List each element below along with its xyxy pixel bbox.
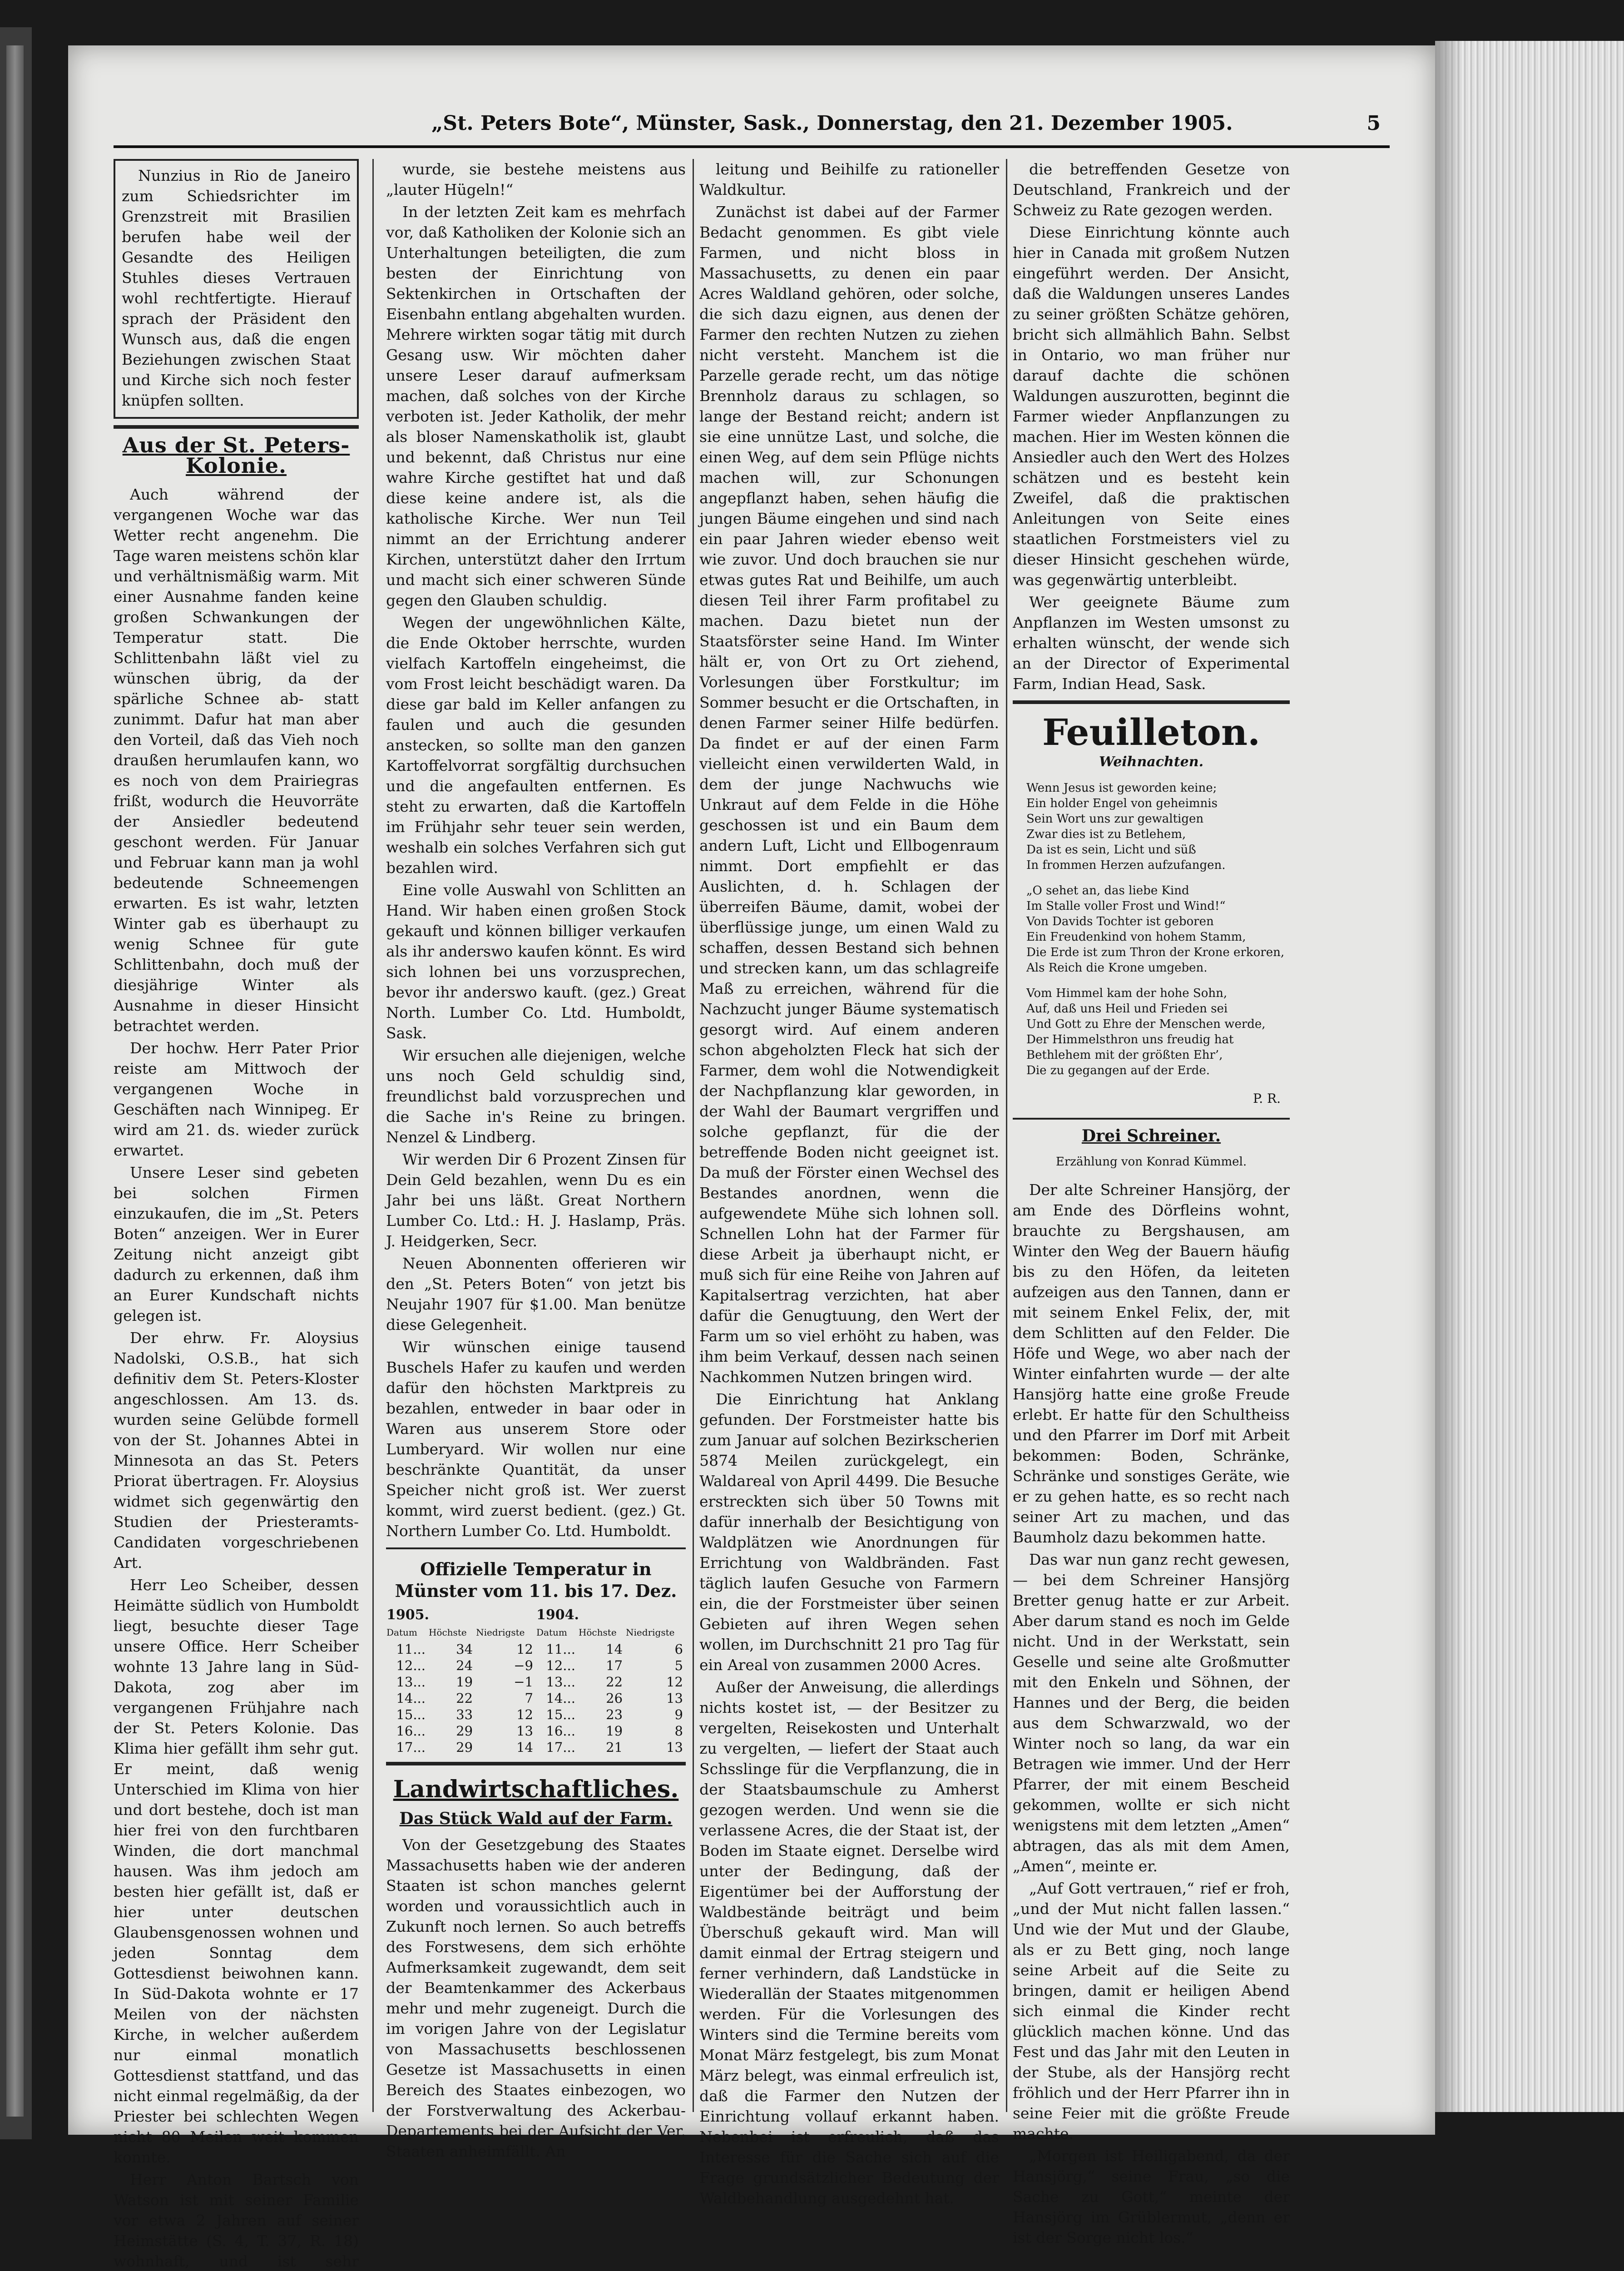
- temperature-cell: 34: [456, 1641, 473, 1657]
- column-rule-3: [1006, 159, 1007, 2112]
- section-divider: [114, 425, 359, 429]
- column-rule-1: [372, 159, 374, 2112]
- temperature-cell: 13: [666, 1740, 683, 1755]
- left-edge-strip: [6, 45, 24, 2117]
- poem-stanza: „O sehet an, das liebe Kind Im Stalle voller Frost und Wind!“ Von Davids Tochter ist geboren Ein Freudenkind von hohem Stamm, Die Erde ist zum Thron der Krone erkoren, Als Reich die Krone umgeben.: [1026, 884, 1285, 975]
- col2-paragraph: Eine volle Auswahl von Schlitten an Hand. Wir haben einen großen Stock gekauft und können billiger verkaufen als ihr anderswo kaufen könnt. Es wird sich lohnen bei uns vorzusprechen, bevor ihr anderswo kauft. (gez.) Great North. Lumber Co. Ltd. Humboldt, Sask.: [386, 881, 686, 1042]
- story-paragraph: „Morgen ist Heiligabend, da der Hansjörg,“ seine Frau, „so die Sache zu Gott,“ meinte der Hansjörg im Grüblermut, „denn er ist der Sorge nicht los.“: [1013, 2147, 1290, 2246]
- temperature-cell: 8: [674, 1723, 683, 1739]
- boxed-notice-text: Nunzius in Rio de Janeiro zum Schiedsrichter im Grenzstreit mit Brasilien berufen habe weil der Gesandte des Heiligen Stuhles dieses Vertrauen wohl rechtfertigte. Hierauf sprach der Präsident den Wunsch aus, daß die engen Beziehungen zwischen Staat und Kirche sich noch fester knüpfen sollten.: [122, 167, 351, 409]
- temperature-cell: 12: [516, 1641, 533, 1657]
- newspaper-page: [68, 45, 1435, 2270]
- temperature-cell: 19: [606, 1723, 623, 1739]
- col1-paragraph: Herr Leo Scheiber, dessen Heimätte südlich von Humboldt liegt, besuchte dieser Tage unsere Office. Herr Scheiber wohnte 13 Jahre lang in Süd-Dakota, zog aber im vergangenen Frühjahre nach der St. Peters Kolonie. Das Klima hier gefällt ihm sehr gut. Er meint, daß wenig Unterschied im Klima von hier und dort bestehe, doch ist man hier frei von den furchtbaren Winden, die dort manchmal hausen. Was ihm jedoch am besten hier gefällt ist, daß er hier unter deutschen Glaubensgenossen wohnen und jeden Sonntag dem Gottesdienst beiwohnen kann. In Süd-Dakota wohnte er 17 Meilen von der nächsten Kirche, in welcher außerdem nur einmal monatlich Gottesdienst stattfand, und das nicht einmal regelmäßig, da der Priester bei schlechten Wegen nicht 80 Meilen weit kommen konnte.: [114, 1576, 359, 2166]
- temp-col-label: Niedrigste: [626, 1627, 675, 1638]
- col3-paragraph: Die Einrichtung hat Anklang gefunden. Der Forstmeister hatte bis zum Januar auf solchen Bezirkscherien 5874 Meilen zurückgelegt, ein Waldareal von April 4499. Die Besuche erstreckten sich über 50 Towns mit dafür innerhalb der Besichtigung von Waldplätzen wie Anordnungen für Errichtung von Waldbränden. Fast täglich laufen Gesuche von Farmern ein, die der Forstmeister über seinen Gebieten auf ihren Wegen sehen wollen, im Durchschnitt 21 pro Tag für ein Areal von zusammen 2000 Acres.: [699, 1390, 999, 1674]
- col1-paragraph: Herr Anton Bartsch von Watson ist mit seiner Familie vor etwa 2 Jahren auf seiner Heimstätte (S. 4, T. 37, R. 18) wohnhaft, und ist sehr: [114, 2171, 359, 2270]
- temp-year-1905: 1905.: [386, 1607, 429, 1623]
- temperature-table: [386, 1607, 686, 1755]
- temperature-cell: 13: [516, 1723, 533, 1739]
- temperature-cell: 12...: [546, 1658, 575, 1673]
- temperature-cell: 17...: [396, 1740, 426, 1755]
- masthead-title: „St. Peters Bote“, Münster, Sask., Donnerstag, den 21. Dezember 1905.: [431, 112, 1233, 135]
- col4-paragraph: Diese Einrichtung könnte auch hier in Canada mit großem Nutzen eingeführt werden. Der Ansicht, daß die Waldungen unseres Landes zu seiner größten Schätze gehören, bricht sich allmählich Bahn. Selbst in Ontario, wo man früher nur darauf dachte die schönen Waldungen auszurotten, beginnt die Farmer wieder Anpflanzungen zu machen. Hier im Westen können die Ansiedler auch den Wert des Holzes schätzen und es besteht kein Zweifel, daß die praktischen Anleitungen von Seite eines staatlichen Forstmeisters viel zu dieser Hinsicht geschehen würde, was gegenwärtig unterbleibt.: [1013, 223, 1290, 589]
- temperature-cell: −1: [514, 1674, 533, 1690]
- temperature-cell: 9: [674, 1707, 683, 1722]
- temperature-cell: 23: [606, 1707, 623, 1722]
- temp-col-label: Datum: [536, 1627, 567, 1638]
- temperature-cell: −9: [514, 1658, 533, 1673]
- temperature-cell: 29: [456, 1740, 473, 1755]
- temperature-cell: 15...: [546, 1707, 575, 1722]
- col3-paragraph: leitung und Beihilfe zu rationeller Waldkultur.: [699, 160, 999, 198]
- temperature-cell: 12: [516, 1707, 533, 1722]
- section-heading-colony: Aus der St. Peters-Kolonie.: [122, 433, 350, 478]
- temperature-cell: 24: [456, 1658, 473, 1673]
- temperature-cell: 14...: [396, 1691, 426, 1706]
- temperature-cell: 15...: [396, 1707, 426, 1722]
- temperature-cell: 33: [456, 1707, 473, 1722]
- col2-paragraph: Neuen Abonnenten offerieren wir den „St. Peters Boten“ von jetzt bis Neujahr 1907 für $1.00. Man benütze diese Gelegenheit.: [386, 1255, 686, 1334]
- story-title: Drei Schreiner.: [1081, 1126, 1221, 1145]
- temperature-rows: [386, 1641, 686, 1755]
- poem-stanza: Wenn Jesus ist geworden keine; Ein holder Engel von geheimnis Sein Wort uns zur gewaltigen Zwar dies ist zu Betlehem, Da ist es sein, Licht und süß In frommen Herzen aufzufangen.: [1026, 781, 1226, 872]
- temperature-heading: Offizielle Temperatur in Münster vom 11. bis 17. Dez.: [395, 1559, 677, 1601]
- col4-paragraph: die betreffenden Gesetze von Deutschland, Frankreich und der Schweiz zu Rate gezogen werden.: [1013, 160, 1290, 219]
- temp-col-label: Niedrigste: [476, 1627, 525, 1638]
- col2-paragraph: In der letzten Zeit kam es mehrfach vor, daß Katholiken der Kolonie sich an Unterhaltungen beteiligten, die zum besten der Einrichtung von Sektenkirchen in Ortschaften der Eisenbahn entlang abgehalten wurden. Mehrere wirkten sogar tätig mit durch Gesang usw. Wir möchten daher unsere Leser darauf aufmerksam machen, daß solches von der Kirche verboten ist. Jeder Katholik, der mehr als bloser Namenskatholik ist, glaubt und bekennt, daß Christus nur eine wahre Kirche gestiftet hat und daß diese keine andere ist, als die katholische Kirche. Wer nun Teil nimmt an der Errichtung anderer Kirchen, unterstützt daher den Irrtum und macht sich einer schweren Sünde gegen den Glauben schuldig.: [386, 203, 686, 609]
- temperature-row: [386, 1641, 686, 1657]
- col4-paragraph: Wer geeignete Bäume zum Anpflanzen im Westen umsonst zu erhalten wünscht, der wende sich an der Director of Experimental Farm, Indian Head, Sask.: [1013, 593, 1290, 693]
- story-paragraph: Das war nun ganz recht gewesen, — bei dem Schreiner Hansjörg Bretter genug hatte er zur Arbeit. Aber darum stand es noch im Gelde nicht. Und in der Werkstatt, sein Geselle und seine alte Großmutter mit den Enkeln und Söhnen, der Hannes und der Berg, die beiden aus dem Schwarzwald, wo der Winter noch so lang, da war ein Betragen wie immer. Und der Herr Pfarrer, der mit einem Bescheid gekommen, wollte er sich nicht wenigstens mit dem letzten „Amen“ abtragen, das als mit dem Amen, „Amen“, meinte er.: [1013, 1551, 1290, 1875]
- col2-paragraph: wurde, sie bestehe meistens aus „lauter Hügeln!“: [386, 160, 686, 198]
- temperature-row: [386, 1657, 686, 1674]
- poem-stanza: Vom Himmel kam der hohe Sohn, Auf, daß uns Heil und Frieden sei Und Gott zu Ehre der Menschen werde, Der Himmelsthron uns freudig hat Bethlehem mit der größten Ehr’, Die zu gegangen auf der Erde.: [1026, 987, 1266, 1077]
- divider: [386, 1762, 686, 1765]
- col2-paragraph: Wegen der ungewöhnlichen Kälte, die Ende Oktober herrschte, wurden vielfach Kartoffeln eingeheimst, die vom Frost leicht beschädigt waren. Da diese gar bald im Keller anfangen zu faulen und auch die gesunden anstecken, so sollte man den ganzen Kartoffelvorrat sorgfältig durchsuchen und die angefaulten entfernen. Es steht zu erwarten, daß die Kartoffeln im Frühjahr sehr teuer sein werden, weshalb ein solches Verfahren sich gut bezahlen wird.: [386, 614, 686, 877]
- temperature-cell: 5: [674, 1658, 683, 1673]
- poem-title: Weihnachten.: [1099, 754, 1204, 770]
- temperature-label-row: [386, 1624, 686, 1641]
- article-title-forest: Das Stück Wald auf der Farm.: [399, 1809, 673, 1828]
- temperature-cell: 13...: [396, 1674, 426, 1690]
- column-2: [386, 159, 686, 2163]
- col1-paragraph: Der hochw. Herr Pater Prior reiste am Mittwoch der vergangenen Woche in Geschäften nach Winnipeg. Er wird am 21. ds. wieder zurück erwartet.: [114, 1039, 359, 1159]
- temperature-cell: 17...: [546, 1740, 575, 1755]
- right-book-page-edges: [1435, 41, 1624, 2112]
- col1-paragraph: Der ehrw. Fr. Aloysius Nadolski, O.S.B., hat sich definitiv dem St. Peters-Kloster angeschlossen. Am 13. ds. wurden seine Gelübde formell von der St. Johannes Abtei in Minnesota an das St. Peters Priorat übertragen. Fr. Aloysius widmet sich gegenwärtig den Studien der Priesteramts-Candidaten vorgeschriebenen Art.: [114, 1329, 359, 1572]
- left-book-edge: [0, 27, 32, 2139]
- col1-paragraph: Auch während der vergangenen Woche war das Wetter recht angenehm. Die Tage waren meistens schön klar und verhältnismäßig warm. Mit einer Ausnahme fanden keine großen Schwankungen der Temperatur statt. Die Schlittenbahn läßt viel zu wünschen übrig, da der spärliche Schnee ab- statt zunimmt. Dafur hat man aber den Vorteil, daß das Vieh noch draußen herumlaufen kann, wo es noch von dem Prairiegras frißt, wodurch die Heuvorräte der Ansiedler bedeutend geschont werden. Für Januar und Februar kann man ja wohl bedeutende Schneemengen erwarten. Es ist wahr, letzten Winter gab es überhaupt zu wenig Schnee für gute Schlittenbahn, doch muß der diesjährige Winter als Ausnahme in dieser Hinsicht betrachtet werden.: [114, 486, 359, 1035]
- col2-agri-paragraph: Von der Gesetzgebung des Staates Massachusetts haben wie der anderen Staaten ist schon manches gelernt worden und voraussichtlich auch in Zukunft noch lernen. So auch betreffs des Forstwesens, dem sich erhöhte Aufmerksamkeit zugewandt, dem seit der Beamtenkammer des Ackerbaus mehr und mehr zugeneigt. Durch die im vorigen Jahre von der Legislatur von Massachusetts beschlossenen Gesetze ist Massachusetts in einen Bereich des Staates einbezogen, wo der Forstverwaltung des Ackerbau-Departements bei der Aufsicht der Ver. Staaten anheimfällt. An: [386, 1836, 686, 2160]
- temperature-cell: 16...: [396, 1723, 426, 1739]
- temperature-cell: 13...: [546, 1674, 575, 1690]
- divider: [1013, 700, 1290, 704]
- temp-col-label: Höchste: [428, 1627, 467, 1638]
- story-paragraph: Der alte Schreiner Hansjörg, der am Ende des Dörfleins wohnt, brauchte zu Bergshausen, am Winter den Weg der Bauern häufig bis zu den Höfen, da leiteten aufzeigen aus den Tannen, dann er mit seinem Enkel Felix, der, mit dem Schlitten auf den Felder. Die Höfe und Wege, wo aber nach der Winter einfahrten wurde — der alte Hansjörg hatte eine große Freude erlebt. Er hatte für den Schultheiss und den Pfarrer im Dorf mit Arbeit bekommen: Boden, Schränke, Schränke und sonstiges Geräte, wie er zu gehen hatte, es so recht nach seiner Art zu machen, und das Baumholz dazu bekommen hatte.: [1013, 1181, 1290, 1546]
- story-paragraph: „Auf Gott vertrauen,“ rief er froh, „und der Mut nicht fallen lassen.“ Und wie der Mut und der Glaube, als er zu Bett ging, noch lange seine Arbeit auf die Seite zu bringen, damit er heiligen Abend sich einmal die Kinder recht glücklich machen könne. Und das Fest und das Jahr mit den Leuten in der Stube, als der Hansjörg recht fröhlich und der Herr Pfarrer ihn in seine Feier mit die größte Freude machte.: [1013, 1879, 1290, 2142]
- temperature-cell: 11...: [546, 1641, 575, 1657]
- temperature-cell: 26: [606, 1691, 623, 1706]
- temperature-row: [386, 1690, 686, 1706]
- page-number: 5: [1367, 112, 1381, 135]
- divider: [386, 1547, 686, 1549]
- col2-paragraph: Wir wünschen einige tausend Buschels Hafer zu kaufen und werden dafür den höchsten Marktpreis zu bezahlen, entweder in baar oder in Waren aus unserem Store oder Lumberyard. Wir wollen nur eine beschränkte Quantität, da unser Speicher nicht groß ist. Wer zuerst kommt, wird zuerst bedient. (gez.) Gt. Northern Lumber Co. Ltd. Humboldt.: [386, 1338, 686, 1540]
- temp-year-1904: 1904.: [536, 1607, 579, 1623]
- feuilleton-heading: Feuilleton.: [1042, 711, 1260, 754]
- divider: [1013, 1118, 1290, 1120]
- column-3: [699, 159, 999, 2210]
- col2-paragraph: Wir werden Dir 6 Prozent Zinsen für Dein Geld bezahlen, wenn Du es ein Jahr bei uns läßt. Great Northern Lumber Co. Ltd.: H. J. Haslamp, Präs. J. Heidgerken, Secr.: [386, 1150, 686, 1250]
- temperature-cell: 12: [666, 1674, 683, 1690]
- temperature-row: [386, 1723, 686, 1739]
- temperature-cell: 7: [525, 1691, 533, 1706]
- col1-paragraph: Unsere Leser sind gebeten bei solchen Firmen einzukaufen, die im „St. Peters Boten“ anzeigen. Wer in Eurer Zeitung nicht anzeigt gibt dadurch zu erkennen, daß ihm an Eurer Kundschaft nichts gelegen ist.: [114, 1164, 359, 1324]
- temp-col-label: Datum: [386, 1627, 417, 1638]
- masthead: [114, 109, 1390, 148]
- temperature-cell: 13: [666, 1691, 683, 1706]
- temperature-cell: 16...: [546, 1723, 575, 1739]
- poem: [1026, 780, 1290, 1078]
- temperature-cell: 12...: [396, 1658, 426, 1673]
- book-edge-shade: [1435, 41, 1462, 2112]
- temperature-cell: 22: [456, 1691, 473, 1706]
- section-heading-agriculture: Landwirtschaftliches.: [393, 1775, 679, 1803]
- story-byline: Erzählung von Konrad Kümmel.: [1055, 1155, 1247, 1169]
- temperature-row: [386, 1674, 686, 1690]
- temperature-cell: 29: [456, 1723, 473, 1739]
- temperature-row: [386, 1739, 686, 1755]
- temperature-cell: 6: [674, 1641, 683, 1657]
- temperature-year-row: [386, 1607, 686, 1624]
- poem-signature: P. R.: [1253, 1091, 1281, 1106]
- temperature-cell: 14: [516, 1740, 533, 1755]
- temp-col-label: Höchste: [578, 1627, 617, 1638]
- temperature-cell: 22: [606, 1674, 623, 1690]
- col2-paragraph: Wir ersuchen alle diejenigen, welche uns noch Geld schuldig sind, freundlichst bald vorzusprechen und die Sache in's Reine zu bringen. Nenzel & Lindberg.: [386, 1046, 686, 1146]
- temperature-cell: 11...: [396, 1641, 426, 1657]
- boxed-notice: [114, 159, 359, 419]
- column-4: [1013, 159, 1290, 2250]
- column-rule-2: [693, 159, 694, 2112]
- temperature-row: [386, 1706, 686, 1723]
- temperature-cell: 19: [456, 1674, 473, 1690]
- col3-paragraph: Zunächst ist dabei auf der Farmer Bedacht genommen. Es gibt viele Farmen, und nicht bloss in Massachusetts, zu denen ein paar Acres Waldland gehören, oder solche, die sich dazu eignen, aus denen der Farmer den rechten Nutzen zu ziehen nicht versteht. Manchem ist die Parzelle gerade recht, um das nötige Brennholz daraus zu schlagen, so lange der Bestand reicht; andern ist sie eine unnütze Last, und solche, die einen Weg, auf dem sein Pflüge nichts machen will, zur Schonungen angepflanzt haben, sehen häufig die jungen Bäume eingehen und sind nach ein paar Jahren wieder ebenso weit wie zuvor. Und doch brauchen sie nur etwas gutes Rat und Beihilfe, um auch diesen Teil ihrer Farm profitabel zu machen. Dazu bietet nun der Staatsförster seine Hand. Im Winter hält er, von Ort zu Ort ziehend, Vorlesungen über Forstkultur; im Sommer besucht er die Ortschaften, in denen Farmer seiner Hilfe bedürfen. Da findet er auf der einen Farm vielleicht einen verwilderten Wald, in dem der junge Nachwuchs wie Unkraut auf dem Felde in die Höhe geschossen ist und ein Baum dem andern Luft, Licht und Ellbogenraum nimmt. Dort empfiehlt er das Auslichten, d. h. Schlagen der überreifen Bäume, damit, wobei der überflüssige junge, um einen Wald zu schaffen, dessen Bestand sich behnen und strecken kann, um das schlagreife Maß zu erreichen, während für die Nachzucht junger Bäume systematisch gesorgt wird. Auf einem anderen schon abgeholzten Fleck hat sich der Farmer, dem wohl die Notwendigkeit der Nachpflanzung klar geworden, in der Wahl der Baumart vergriffen und solche gepflanzt, für die der betreffende Boden nicht geeignet ist. Da muß der Förster einen Wechsel des Bestandes anordnen, wenn die aufgewendete Mühe sich lohnen soll. Schnellen Lohn hat der Farmer für diese Arbeit ja überhaupt nicht, er muß sich für eine Reihe von Jahren auf Kapitalsertrag verzichten, hat aber dafür die Genugtuung, den Wert der Farm um so viel erhöht zu haben, was ihm beim Verkauf, dessen nach seinen Nachkommen Nutzen bringen wird.: [699, 203, 999, 1386]
- col3-paragraph: Außer der Anweisung, die allerdings nichts kostet ist, — der Besitzer zu vergelten, Reisekosten und Unterhalt zu vergelten, — liefert der Staat auch Schsslinge für die Verpflanzung, die in der Staatsbaumschule zu Amherst gezogen werden. Und wenn sie die verlassene Acres, die der Staat ist, der Boden im Staate eignet. Derselbe wird unter der Bedingung, daß der Eigentümer bei der Aufforstung der Waldbestände beiträgt und beim Überschuß gekauft wird. Man will damit einmal der Ertrag steigern und ferner verhindern, daß Landstücke in Wiederallän der Staates mitgenommen werden. Für die Vorlesungen des Winters sind die Termine bereits vom Monat März festgelegt, bis zum Monat März belegt, was einmal erfreulich ist, daß die Farmer den Nutzen der Einrichtung vollauf erkannt haben. Nebenbei ist erfreulich, daß das Interesse für die Sache sich auf die Frage grundsätzlicher Bedeutung der Waldbehandlung ausgedehnt hat.: [699, 1678, 999, 2207]
- temperature-cell: 17: [606, 1658, 623, 1673]
- temperature-cell: 14...: [546, 1691, 575, 1706]
- temperature-cell: 14: [606, 1641, 623, 1657]
- column-1: [114, 159, 359, 2271]
- temperature-cell: 21: [606, 1740, 623, 1755]
